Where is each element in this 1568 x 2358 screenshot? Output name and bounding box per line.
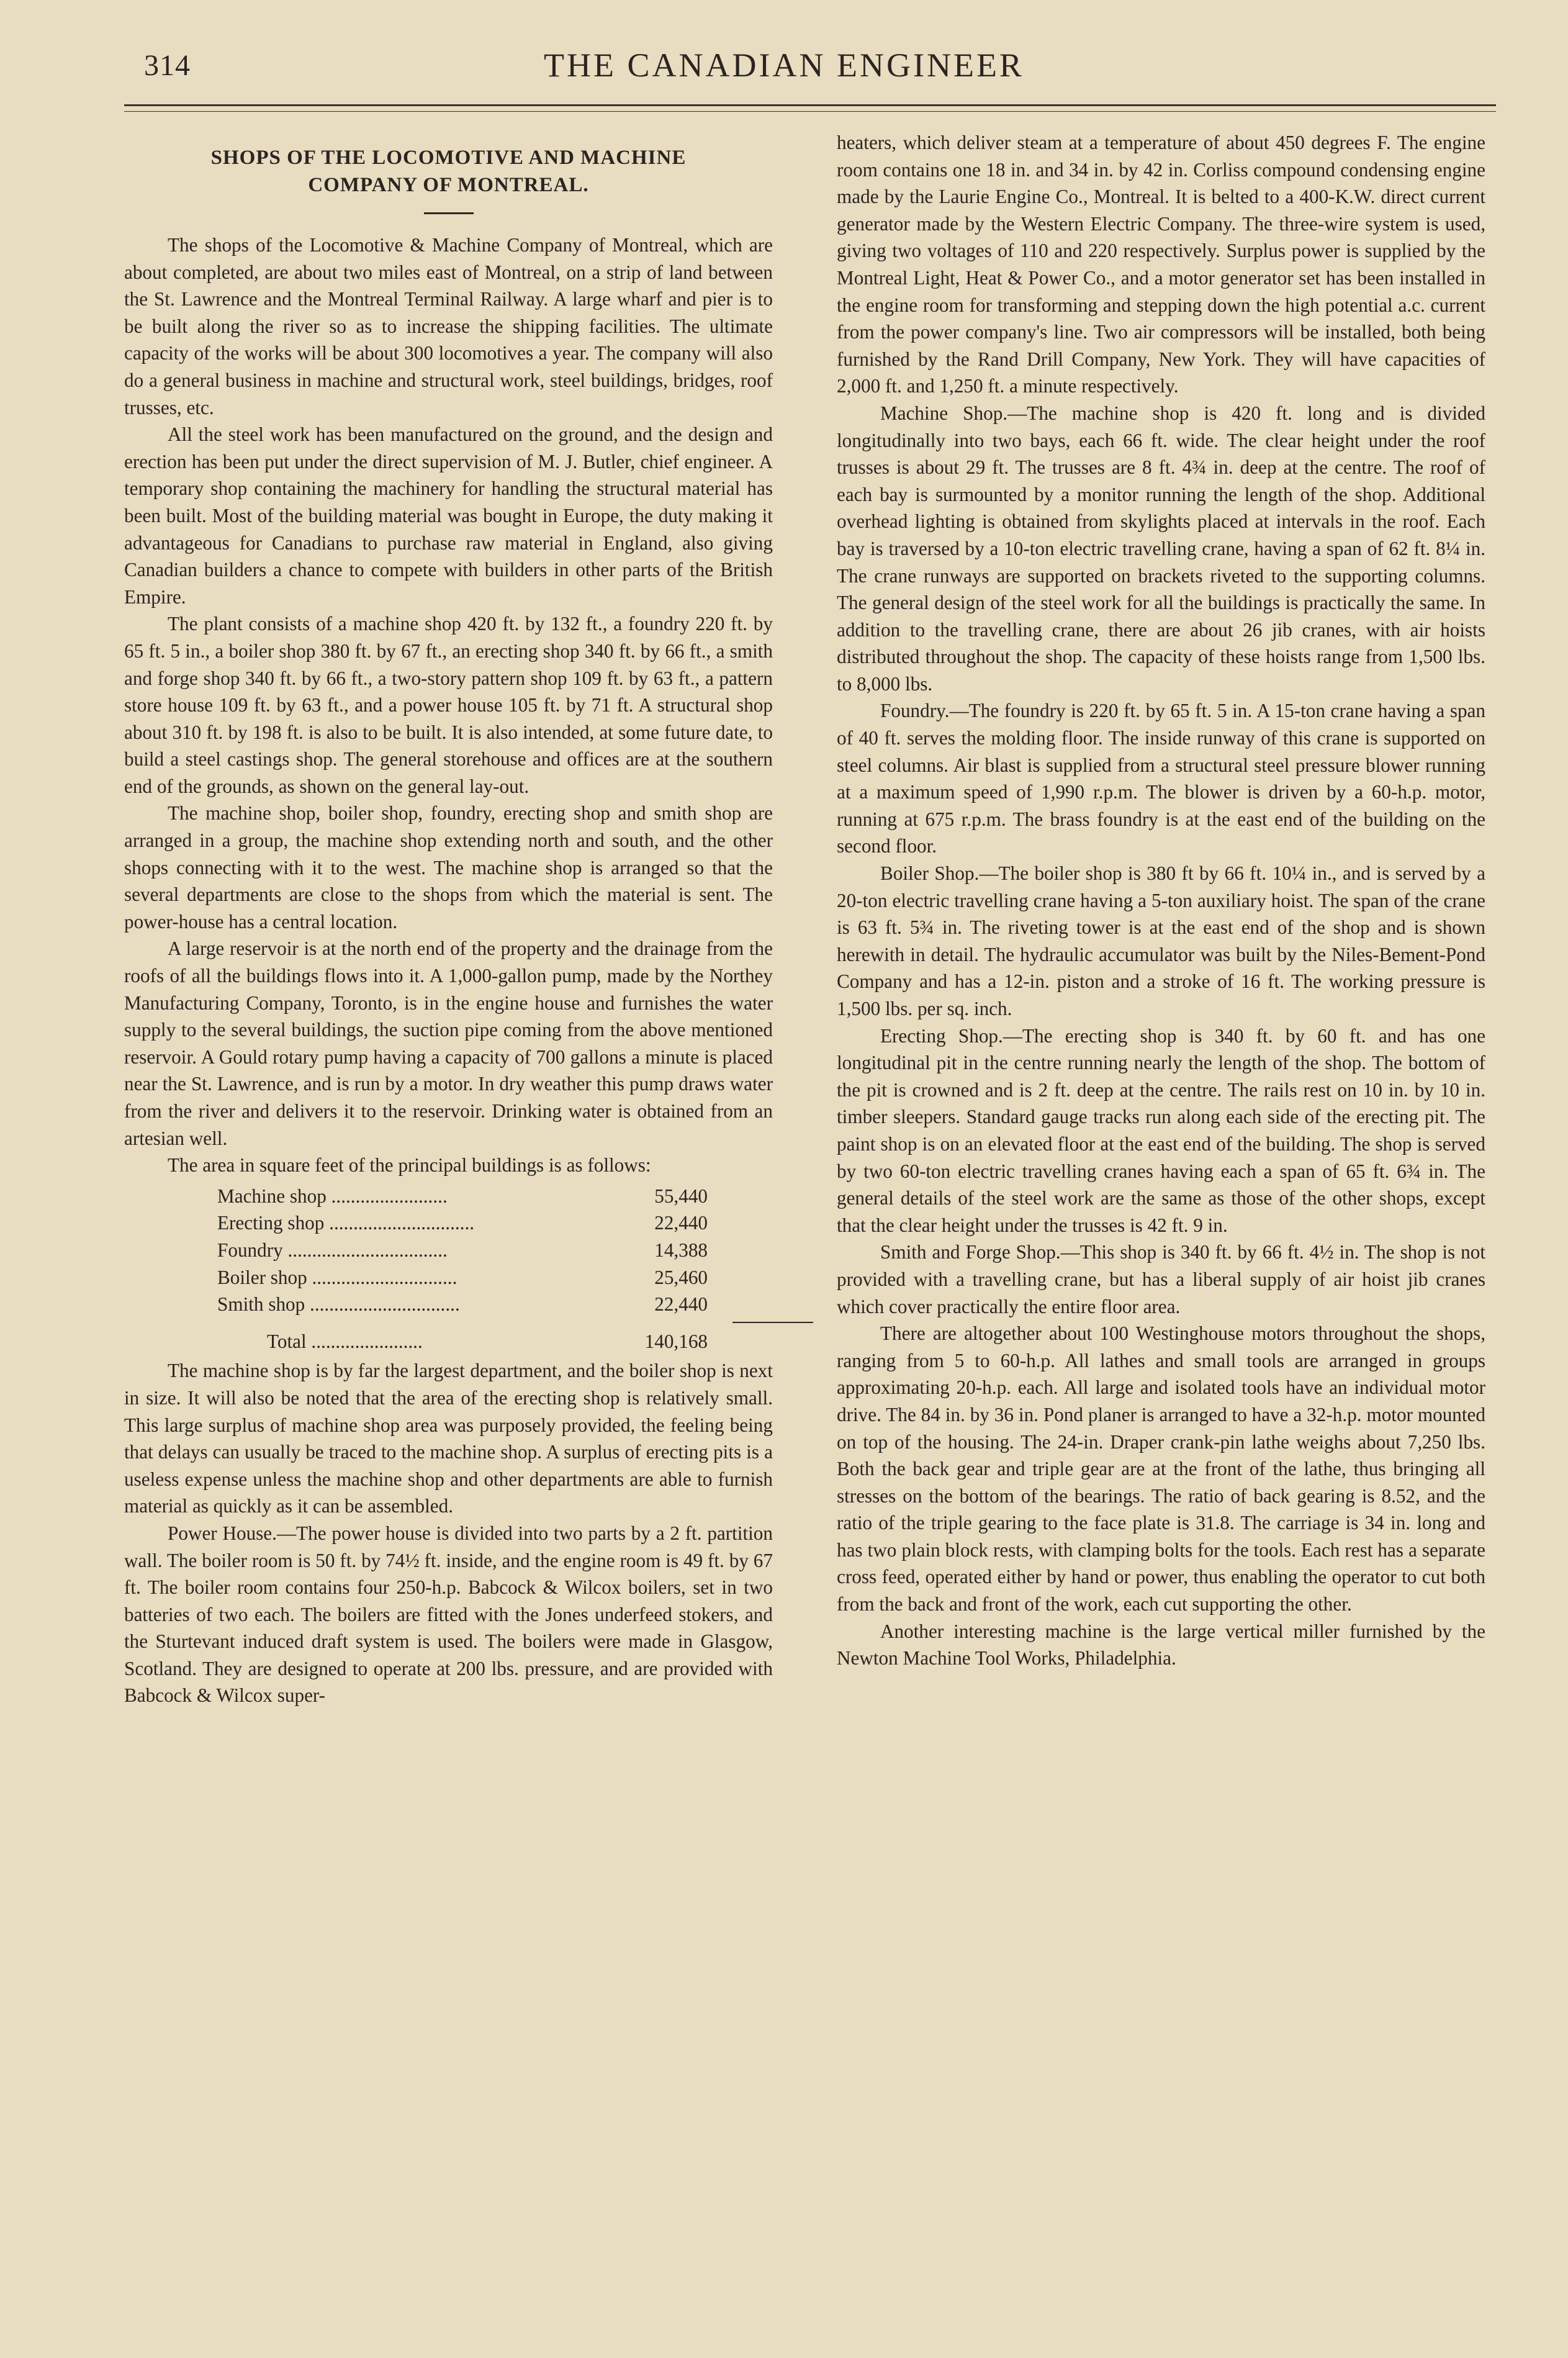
paragraph: The machine shop is by far the largest department, and the boiler shop is next in size. It will also be noted that the area of the erecting shop is relatively small. This large surplus of machine shop area was purposely provided, the feeling being that delays can usually be traced to the machine shop. A surplus of erecting pits is a useless expense unless the machine shop and other departments are able to furnish material as quickly as it can be assembled.	[124, 1360, 773, 1517]
area-value: 25,460	[654, 1266, 708, 1288]
title-rule	[424, 212, 474, 214]
area-name: Smith shop ...............................	[217, 1293, 460, 1316]
article-title-line-2: COMPANY OF MONTREAL.	[308, 174, 589, 196]
area-value: 14,388	[654, 1239, 708, 1261]
total-rule	[732, 1322, 813, 1323]
paragraph: The plant consists of a machine shop 420 ft. by 132 ft., a foundry 220 ft. by 65 ft. 5 in., a boiler shop 380 ft. by 67 ft., an erecting shop 340 ft. by 66 ft., a smith and forge shop 340 ft. by 66 ft., a two-story pattern shop 109 ft. by 63 ft., a pattern store house 109 ft. by 63 ft., and a power house 105 ft. by 71 ft. A structural shop about 310 ft. by 198 ft. is also to be built. It is also intended, at some future date, to build a steel castings shop. The general storehouse and offices are at the southern end of the grounds, as shown on the general lay-out.	[124, 613, 773, 797]
area-value: 55,440	[654, 1185, 708, 1207]
area-row	[217, 1291, 708, 1318]
area-row	[217, 1264, 708, 1291]
area-intro: The area in square feet of the principal buildings is as follows:	[168, 1154, 651, 1177]
journal-title: THE CANADIAN ENGINEER	[544, 47, 1024, 84]
paragraph: All the steel work has been manufactured on the ground, and the design and erection has been put under the direct supervision of M. J. Butler, chief engineer. A temporary shop containing the machinery for handling the structural material has been built. Most of the building material was bought in Europe, the duty making it advantageous for Canadians to purchase raw material in England, also giving Canadian builders a chance to compete with builders in other parts of the British Empire.	[124, 423, 773, 608]
area-row	[217, 1183, 708, 1210]
area-total-value: 140,168	[644, 1330, 708, 1352]
header-rule	[124, 104, 1496, 112]
area-total-row	[267, 1328, 708, 1355]
left-column	[124, 130, 773, 1709]
paragraph: There are altogether about 100 Westinghouse motors throughout the shops, ranging from 5 to 60-h.p. All lathes and small tools are arranged in groups approximating 20-h.p. each. All large and isolated tools have an individual motor drive. The 84 in. by 36 in. Pond planer is arranged to have a 32-h.p. motor mounted on top of the housing. The 24-in. Draper crank-pin lathe weighs about 7,250 lbs. Both the back gear and triple gear are at the front of the lathe, thus bringing all stresses on the bottom of the bearings. The ratio of back gearing is 8.52, and the ratio of the triple gearing to the face plate is 31.8. The carriage is 34 in. long and has two plain block rests, with clamping bolts for the tools. Each rest has a separate cross feed, operated either by hand or power, thus enabling the operator to cut both from the back and front of the work, each cut supporting the other.	[837, 1322, 1485, 1615]
area-row	[217, 1209, 708, 1237]
paragraph: The machine shop, boiler shop, foundry, erecting shop and smith shop are arranged in a group, the machine shop extending north and south, and the other shops connecting with it to the west. The machine shop is arranged so that the several departments are close to the shops from which the material is sent. The power-house has a central location.	[124, 802, 773, 933]
area-table	[217, 1183, 708, 1355]
area-name: Boiler shop ..............................	[217, 1266, 457, 1288]
paragraph: The shops of the Locomotive & Machine Company of Montreal, which are about completed, are about two miles east of Montreal, on a strip of land between the St. Lawrence and the Montreal Terminal Railway. A large wharf and pier is to be built along the river so as to increase the shipping facilities. The ultimate capacity of the works will be about 300 locomotives a year. The company will also do a general business in machine and structural work, steel buildings, bridges, roof trusses, etc.	[124, 234, 773, 418]
page-number: 314	[144, 49, 191, 82]
paragraph: Power House.—The power house is divided into two parts by a 2 ft. partition wall. The boiler room is 50 ft. by 74½ ft. inside, and the engine room is 49 ft. by 67 ft. The boiler room contains four 250-h.p. Babcock & Wilcox boilers, set in two batteries of two each. The boilers are fitted with the Jones underfeed stokers, and the Sturtevant induced draft system is used. The boilers were made in Glasgow, Scotland. They are designed to operate at 200 lbs. pressure, and are provided with Babcock & Wilcox super-	[124, 1522, 773, 1707]
paragraph: Erecting Shop.—The erecting shop is 340 ft. by 60 ft. and has one longitudinal pit in the centre running nearly the length of the shop. The bottom of the pit is crowned and is 2 ft. deep at the centre. The rails rest on 10 in. by 10 in. timber sleepers. Standard gauge tracks run along each side of the erecting pit. The paint shop is on an elevated floor at the east end of the building. The shop is served by two 60-ton electric travelling cranes having each a span of 65 ft. 6¾ in. The general details of the steel work are the same as those of the other shops, except that the clear height under the trusses is 42 ft. 9 in.	[837, 1024, 1485, 1236]
area-total-label: Total .......................	[267, 1330, 423, 1352]
article-title-line-1: SHOPS OF THE LOCOMOTIVE AND MACHINE	[210, 147, 687, 169]
paragraph: Smith and Forge Shop.—This shop is 340 ft. by 66 ft. 4½ in. The shop is not provided with a travelling crane, but has a liberal supply of air hoist jib cranes which cover practically the entire floor area.	[837, 1241, 1485, 1317]
area-value: 22,440	[654, 1293, 708, 1316]
paragraph: Another interesting machine is the large vertical miller furnished by the Newton Machine Tool Works, Philadelphia.	[837, 1620, 1485, 1669]
area-row	[217, 1237, 708, 1264]
paragraph: Boiler Shop.—The boiler shop is 380 ft by 66 ft. 10¼ in., and is served by a 20-ton electric travelling crane having a 5-ton auxiliary hoist. The span of the crane is 63 ft. 5¾ in. The riveting tower is at the east end of the shop and is shown herewith in detail. The hydraulic accumulator was built by the Niles-Bement-Pond Company and has a 12-in. piston and a stroke of 16 ft. The working pressure is 1,500 lbs. per sq. inch.	[837, 862, 1485, 1019]
right-column	[837, 129, 1485, 1672]
paragraph-continued: heaters, which deliver steam at a temperature of about 450 degrees F. The engine room contains one 18 in. and 34 in. by 42 in. Corliss compound condensing engine made by the Laurie Engine Co., Montreal. It is belted to a 400-K.W. direct current generator made by the Western Electric Company. The three-wire system is used, giving two voltages of 110 and 220 respectively. Surplus power is supplied by the Montreal Light, Heat & Power Co., and a motor generator set has been installed in the engine room for transforming and stepping down the high potential a.c. current from the power company's line. Two air compressors will be installed, both being furnished by the Rand Drill Company, New York. They will have capacities of 2,000 ft. and 1,250 ft. a minute respectively.	[837, 132, 1485, 397]
paragraph: A large reservoir is at the north end of the property and the drainage from the roofs of all the buildings flows into it. A 1,000-gallon pump, made by the Northey Manufacturing Company, Toronto, is in the engine house and furnishes the water supply to the several buildings, the suction pipe coming from the above mentioned reservoir. A Gould rotary pump having a capacity of 700 gallons a minute is placed near the St. Lawrence, and is run by a motor. In dry weather this pump draws water from the river and delivers it to the reservoir. Drinking water is obtained from an artesian well.	[124, 937, 773, 1149]
area-value: 22,440	[654, 1212, 708, 1234]
area-name: Erecting shop ..............................	[217, 1212, 475, 1234]
paragraph: Foundry.—The foundry is 220 ft. by 65 ft. 5 in. A 15-ton crane having a span of 40 ft. serves the molding floor. The inside runway of this crane is supported on steel columns. Air blast is supplied from a structural steel pressure blower running at a maximum speed of 1,990 r.p.m. The blower is driven by a 60-h.p. motor, running at 675 r.p.m. The brass foundry is at the east end of the building on the second floor.	[837, 700, 1485, 857]
paragraph: Machine Shop.—The machine shop is 420 ft. long and is divided longitudinally into two bays, each 66 ft. wide. The clear height under the roof trusses is about 29 ft. The trusses are 8 ft. 4¾ in. deep at the centre. The roof of each bay is surmounted by a monitor running the length of the shop. Additional overhead lighting is obtained from skylights placed at intervals in the roof. Each bay is traversed by a 10-ton electric travelling crane, having a span of 62 ft. 8¼ in. The crane runways are supported on brackets riveted to the supporting columns. The general design of the steel work for all the buildings is practically the same. In addition to the travelling crane, there are about 26 jib cranes, with air hoists distributed throughout the shop. The capacity of these hoists range from 1,500 lbs. to 8,000 lbs.	[837, 402, 1485, 695]
article-title	[124, 144, 773, 199]
area-name: Machine shop ........................	[217, 1185, 448, 1207]
area-name: Foundry .................................	[217, 1239, 448, 1261]
